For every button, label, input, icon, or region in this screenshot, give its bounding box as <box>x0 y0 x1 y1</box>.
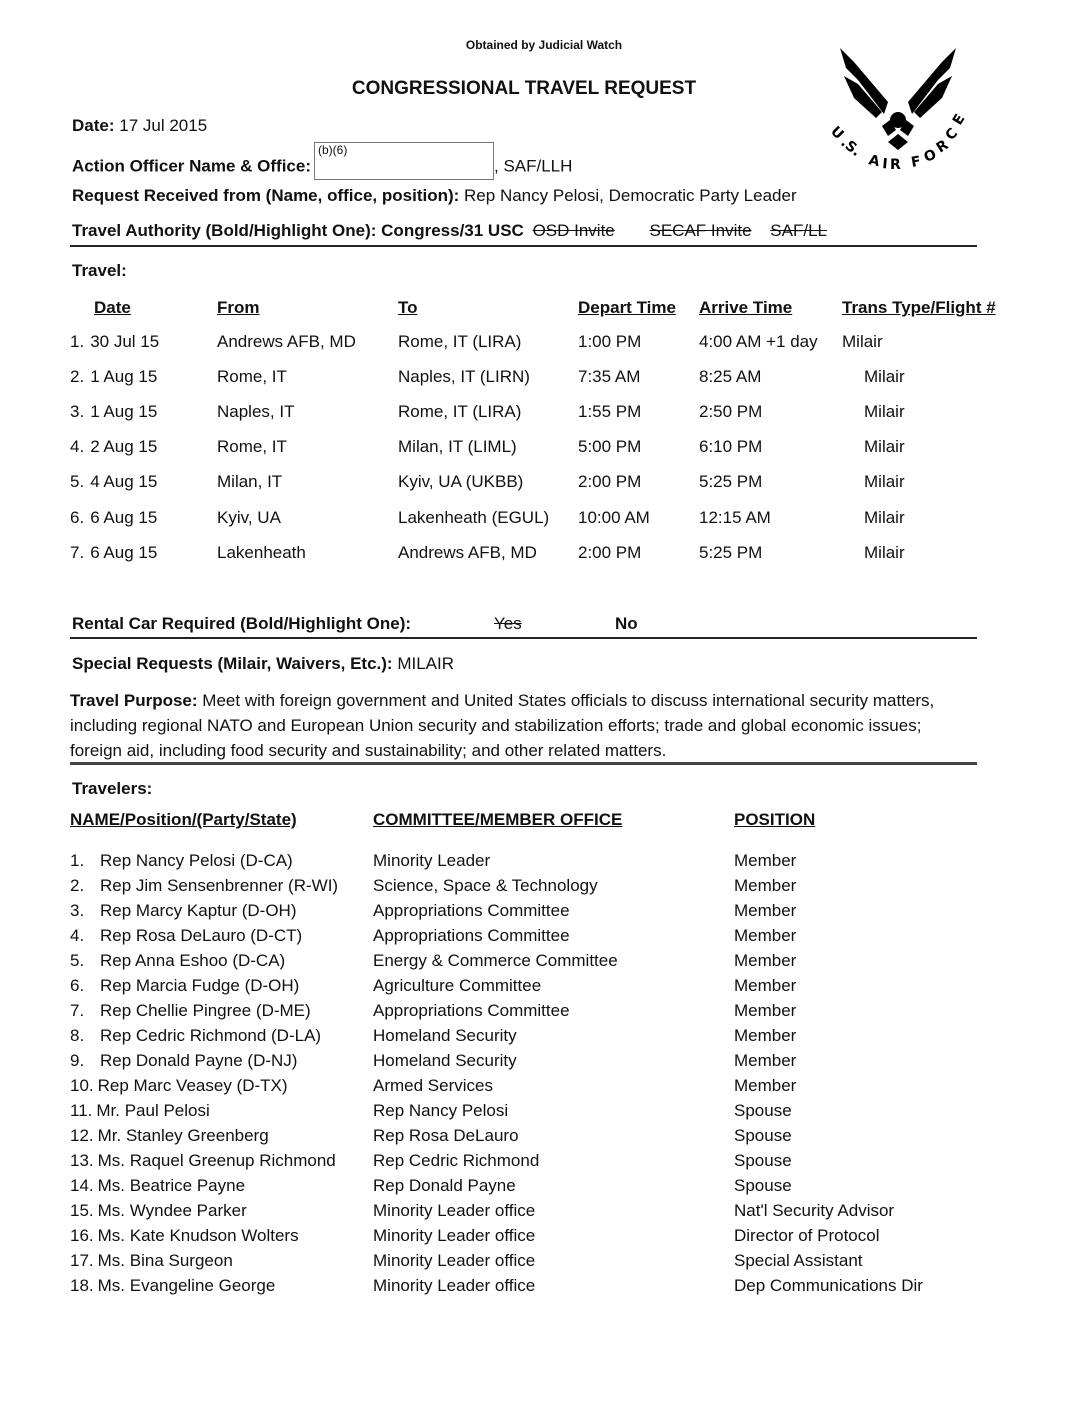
col-from: From <box>217 298 260 317</box>
cell-date <box>70 430 217 465</box>
traveler-name: Ms. Raquel Greenup Richmond <box>97 1150 336 1170</box>
cell-office: Rep Nancy Pelosi <box>373 1100 509 1120</box>
cell-from: Lakenheath <box>217 542 306 562</box>
travel-authority-selected: Congress/31 USC <box>381 221 524 240</box>
cell-from: Rome, IT <box>217 437 287 457</box>
traveler-row <box>70 873 974 898</box>
cell-date <box>70 465 217 500</box>
traveler-row <box>70 1148 974 1173</box>
cell-trans: Milair <box>864 437 905 457</box>
cell-position: Member <box>734 850 797 870</box>
traveler-row <box>70 1023 974 1048</box>
row-number: 5. <box>70 950 85 970</box>
authority-option-saf-ll: SAF/LL <box>770 221 827 240</box>
travel-row <box>70 359 1012 394</box>
row-number: 16. <box>70 1225 94 1245</box>
cell-position: Nat'l Security Advisor <box>734 1200 895 1220</box>
traveler-row <box>70 1248 974 1273</box>
cell-from: Milan, IT <box>217 472 283 492</box>
svg-text:C: C <box>942 125 962 144</box>
traveler-name: Rep Chellie Pingree (D-ME) <box>100 1000 311 1020</box>
traveler-row <box>70 898 974 923</box>
traveler-name: Mr. Stanley Greenberg <box>97 1125 269 1145</box>
row-number: 10. <box>70 1075 94 1095</box>
cell-trans: Milair <box>864 472 905 492</box>
cell-position: Spouse <box>734 1125 792 1145</box>
traveler-name: Rep Jim Sensenbrenner (R-WI) <box>100 875 339 895</box>
cell-position: Special Assistant <box>734 1250 863 1270</box>
cell-position: Spouse <box>734 1100 792 1120</box>
action-officer-office: , SAF/LLH <box>494 156 573 176</box>
divider <box>70 637 977 639</box>
traveler-name: Rep Donald Payne (D-NJ) <box>100 1050 298 1070</box>
cell-office: Minority Leader office <box>373 1275 536 1295</box>
cell-depart: 2:00 PM <box>578 472 642 492</box>
cell-name <box>70 973 373 998</box>
cell-name <box>70 1048 373 1073</box>
traveler-name: Rep Anna Eshoo (D-CA) <box>100 950 286 970</box>
row-number: 2. <box>70 366 85 386</box>
cell-depart: 5:00 PM <box>578 437 642 457</box>
cell-arrive: 5:25 PM <box>699 542 763 562</box>
rental-car-line <box>72 614 638 634</box>
cell-date-value: 6 Aug 15 <box>90 507 158 527</box>
traveler-row <box>70 948 974 973</box>
us-air-force-logo-icon <box>818 40 978 180</box>
request-from-label: Request Received from (Name, office, position): <box>72 186 460 205</box>
cell-trans: Milair <box>864 542 905 562</box>
travel-row <box>70 324 1012 359</box>
traveler-name: Rep Rosa DeLauro (D-CT) <box>100 925 303 945</box>
divider <box>70 245 977 247</box>
traveler-name: Ms. Bina Surgeon <box>97 1250 233 1270</box>
cell-depart: 1:55 PM <box>578 401 642 421</box>
cell-arrive: 5:25 PM <box>699 472 763 492</box>
row-number: 7. <box>70 1000 85 1020</box>
cell-to: Andrews AFB, MD <box>398 542 537 562</box>
traveler-row <box>70 923 974 948</box>
cell-position: Director of Protocol <box>734 1225 880 1245</box>
row-number: 11. <box>70 1100 93 1120</box>
row-number: 3. <box>70 401 85 421</box>
traveler-name: Rep Marcy Kaptur (D-OH) <box>100 900 297 920</box>
cell-date <box>70 535 217 570</box>
row-number: 7. <box>70 542 85 562</box>
svg-text:E: E <box>949 111 969 129</box>
cell-to: Lakenheath (EGUL) <box>398 507 550 527</box>
cell-name <box>70 998 373 1023</box>
row-number: 4. <box>70 437 85 457</box>
travel-section-label: Travel: <box>72 261 127 280</box>
cell-name <box>70 1073 373 1098</box>
cell-name <box>70 1273 373 1298</box>
cell-to: Rome, IT (LIRA) <box>398 331 522 351</box>
rental-car-option-no: No <box>615 614 638 633</box>
row-number: 1. <box>70 331 85 351</box>
cell-arrive: 4:00 AM +1 day <box>699 331 818 351</box>
cell-name <box>70 898 373 923</box>
traveler-name: Ms. Evangeline George <box>97 1275 276 1295</box>
special-requests-line <box>72 654 454 674</box>
cell-name <box>70 1123 373 1148</box>
traveler-row <box>70 1098 974 1123</box>
row-number: 1. <box>70 850 85 870</box>
cell-date <box>70 359 217 394</box>
cell-arrive: 2:50 PM <box>699 401 763 421</box>
travel-purpose <box>70 688 975 763</box>
traveler-name: Rep Cedric Richmond (D-LA) <box>100 1025 322 1045</box>
row-number: 2. <box>70 875 85 895</box>
svg-text:F: F <box>909 153 923 171</box>
cell-date-value: 1 Aug 15 <box>90 401 158 421</box>
traveler-row <box>70 1198 974 1223</box>
row-number: 6. <box>70 975 85 995</box>
request-from-value: Rep Nancy Pelosi, Democratic Party Leader <box>464 186 797 205</box>
row-number: 18. <box>70 1275 94 1295</box>
cell-name <box>70 1198 373 1223</box>
cell-office: Rep Rosa DeLauro <box>373 1125 519 1145</box>
cell-position: Spouse <box>734 1175 792 1195</box>
cell-position: Member <box>734 950 797 970</box>
cell-office: Minority Leader <box>373 850 491 870</box>
cell-name <box>70 948 373 973</box>
cell-position: Member <box>734 1025 797 1045</box>
travel-header-row <box>70 292 1012 324</box>
cell-date-value: 30 Jul 15 <box>90 331 160 351</box>
cell-office: Minority Leader office <box>373 1225 536 1245</box>
date-line <box>72 116 207 136</box>
cell-office: Appropriations Committee <box>373 925 570 945</box>
traveler-name: Ms. Kate Knudson Wolters <box>97 1225 299 1245</box>
col-trans: Trans Type/Flight # <box>842 298 996 317</box>
redaction-box <box>314 142 494 180</box>
row-number: 17. <box>70 1250 94 1270</box>
cell-name <box>70 1173 373 1198</box>
cell-office: Appropriations Committee <box>373 1000 570 1020</box>
travelers-table <box>70 810 974 1298</box>
cell-office: Energy & Commerce Committee <box>373 950 618 970</box>
traveler-name: Ms. Beatrice Payne <box>97 1175 246 1195</box>
cell-position: Member <box>734 875 797 895</box>
cell-position: Member <box>734 1000 797 1020</box>
row-number: 8. <box>70 1025 85 1045</box>
traveler-row <box>70 1273 974 1298</box>
col-depart: Depart Time <box>578 298 676 317</box>
traveler-name: Mr. Paul Pelosi <box>96 1100 210 1120</box>
cell-arrive: 8:25 AM <box>699 366 762 386</box>
cell-name <box>70 873 373 898</box>
traveler-row <box>70 1123 974 1148</box>
cell-date <box>70 500 217 535</box>
cell-date <box>70 324 217 359</box>
cell-depart: 2:00 PM <box>578 542 642 562</box>
travel-row <box>70 394 1012 429</box>
document-title: CONGRESSIONAL TRAVEL REQUEST <box>351 78 697 99</box>
cell-position: Member <box>734 1050 797 1070</box>
cell-depart: 1:00 PM <box>578 331 642 351</box>
row-number: 4. <box>70 925 85 945</box>
cell-arrive: 6:10 PM <box>699 437 763 457</box>
cell-office: Homeland Security <box>373 1050 517 1070</box>
cell-office: Agriculture Committee <box>373 975 542 995</box>
cell-position: Spouse <box>734 1150 792 1170</box>
cell-from: Kyiv, UA <box>217 507 281 527</box>
action-officer-label: Action Officer Name & Office: <box>72 156 311 176</box>
cell-office: Minority Leader office <box>373 1250 536 1270</box>
row-number: 6. <box>70 507 85 527</box>
col-name: NAME/Position/(Party/State) <box>70 810 297 829</box>
date-label: Date: <box>72 116 115 135</box>
travelers-header-row <box>70 810 974 848</box>
cell-date <box>70 394 217 429</box>
cell-office: Homeland Security <box>373 1025 517 1045</box>
traveler-row <box>70 848 974 873</box>
cell-office: Science, Space & Technology <box>373 875 598 895</box>
watermark: Obtained by Judicial Watch <box>465 38 623 52</box>
traveler-name: Ms. Wyndee Parker <box>97 1200 247 1220</box>
cell-name <box>70 1098 373 1123</box>
row-number: 9. <box>70 1050 85 1070</box>
cell-position: Member <box>734 900 797 920</box>
row-number: 3. <box>70 900 85 920</box>
travel-itinerary-table <box>70 292 1012 570</box>
cell-to: Rome, IT (LIRA) <box>398 401 522 421</box>
travel-authority-label: Travel Authority (Bold/Highlight One): <box>72 221 377 240</box>
cell-name <box>70 1148 373 1173</box>
cell-position: Member <box>734 1075 797 1095</box>
authority-option-osd: OSD Invite <box>532 221 615 240</box>
travel-row <box>70 430 1012 465</box>
cell-office: Appropriations Committee <box>373 900 570 920</box>
cell-position: Dep Communications Dir <box>734 1275 923 1295</box>
svg-text:R: R <box>890 157 901 173</box>
cell-office: Armed Services <box>373 1075 493 1095</box>
row-number: 5. <box>70 472 85 492</box>
col-committee: COMMITTEE/MEMBER OFFICE <box>373 810 623 829</box>
traveler-row <box>70 973 974 998</box>
cell-arrive: 12:15 AM <box>699 507 771 527</box>
cell-office: Rep Donald Payne <box>373 1175 516 1195</box>
cell-date-value: 1 Aug 15 <box>90 366 158 386</box>
cell-name <box>70 1023 373 1048</box>
special-requests-value: MILAIR <box>397 654 455 673</box>
cell-depart: 7:35 AM <box>578 366 641 386</box>
special-requests-label: Special Requests (Milair, Waivers, Etc.): <box>72 654 393 673</box>
redaction-code: (b)(6) <box>318 143 348 157</box>
cell-to: Naples, IT (LIRN) <box>398 366 530 386</box>
col-to: To <box>398 298 418 317</box>
cell-date-value: 2 Aug 15 <box>90 437 158 457</box>
svg-text:R: R <box>933 137 952 157</box>
cell-from: Naples, IT <box>217 401 295 421</box>
cell-to: Milan, IT (LIML) <box>398 437 517 457</box>
row-number: 15. <box>70 1200 94 1220</box>
cell-position: Member <box>734 975 797 995</box>
cell-trans: Milair <box>864 401 905 421</box>
cell-date-value: 6 Aug 15 <box>90 542 158 562</box>
col-arrive: Arrive Time <box>699 298 793 317</box>
svg-text:O: O <box>921 146 939 166</box>
cell-trans: Milair <box>864 366 905 386</box>
svg-text:A: A <box>867 152 882 171</box>
traveler-row <box>70 1223 974 1248</box>
rental-car-label: Rental Car Required (Bold/Highlight One): <box>72 614 412 633</box>
traveler-name: Rep Nancy Pelosi (D-CA) <box>100 850 293 870</box>
cell-trans: Milair <box>842 331 883 351</box>
svg-text:U: U <box>827 123 847 143</box>
cell-name <box>70 848 373 873</box>
svg-text:I: I <box>881 156 889 173</box>
traveler-row <box>70 998 974 1023</box>
cell-to: Kyiv, UA (UKBB) <box>398 472 524 492</box>
travel-authority-line <box>72 221 827 241</box>
travel-row <box>70 465 1012 500</box>
travel-row <box>70 500 1012 535</box>
cell-from: Rome, IT <box>217 366 287 386</box>
divider <box>70 762 977 765</box>
traveler-row <box>70 1173 974 1198</box>
action-officer-line <box>72 143 573 186</box>
travel-row <box>70 535 1012 570</box>
date-value: 17 Jul 2015 <box>119 116 208 135</box>
travelers-section-label: Travelers: <box>72 779 153 798</box>
cell-office: Rep Cedric Richmond <box>373 1150 540 1170</box>
cell-name <box>70 1248 373 1273</box>
rental-car-option-yes: Yes <box>494 614 522 633</box>
row-number: 12. <box>70 1125 94 1145</box>
cell-name <box>70 923 373 948</box>
svg-text:.S.: .S. <box>837 134 864 160</box>
traveler-name: Rep Marc Veasey (D-TX) <box>97 1075 288 1095</box>
request-from-line <box>72 186 797 206</box>
traveler-row <box>70 1073 974 1098</box>
col-position: POSITION <box>734 810 816 829</box>
col-date: Date <box>94 298 131 317</box>
travel-purpose-text: Meet with foreign government and United States officials to discuss international security matters, including regional NATO and European Union security and stabilization efforts; trade and global economic issues; foreign aid, including food security and sustainability; and other related matters. <box>70 691 935 760</box>
cell-trans: Milair <box>864 507 905 527</box>
cell-depart: 10:00 AM <box>578 507 650 527</box>
cell-position: Member <box>734 925 797 945</box>
row-number: 14. <box>70 1175 94 1195</box>
cell-office: Minority Leader office <box>373 1200 536 1220</box>
row-number: 13. <box>70 1150 94 1170</box>
authority-option-secaf: SECAF Invite <box>649 221 752 240</box>
traveler-row <box>70 1048 974 1073</box>
cell-date-value: 4 Aug 15 <box>90 472 158 492</box>
cell-from: Andrews AFB, MD <box>217 331 356 351</box>
traveler-name: Rep Marcia Fudge (D-OH) <box>100 975 300 995</box>
travel-purpose-label: Travel Purpose: <box>70 691 198 710</box>
cell-name <box>70 1223 373 1248</box>
